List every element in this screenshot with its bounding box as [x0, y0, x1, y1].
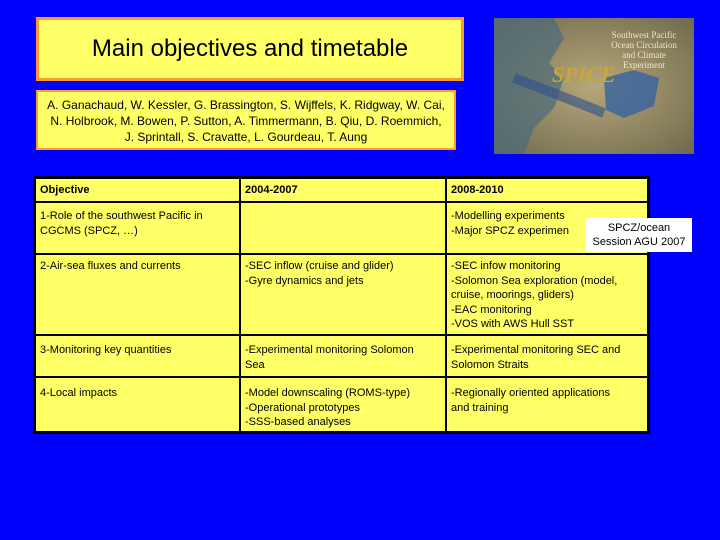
table-row-4-period-1	[241, 384, 445, 432]
cell-line: Sea	[245, 358, 265, 371]
cell-line: -Solomon Sea exploration (model,	[451, 274, 618, 287]
authors-line: J. Sprintall, S. Cravatte, L. Gourdeau, T. Aung	[124, 130, 368, 144]
cell-line: -SEC inflow (cruise and glider)	[245, 260, 394, 272]
callout-line: SPCZ/ocean	[607, 222, 671, 234]
table-row-2-objective	[36, 257, 239, 276]
cell-line: and training	[451, 401, 509, 414]
svg-text:and Climate: and Climate	[622, 50, 666, 60]
table-row-4-period-2	[447, 384, 647, 417]
row-divider	[36, 253, 647, 255]
callout-line: Session AGU 2007	[592, 236, 686, 248]
table-row-3-period-1	[241, 341, 445, 374]
svg-text:Ocean Circulation: Ocean Circulation	[611, 40, 677, 50]
svg-text:Experiment: Experiment	[623, 60, 665, 70]
cell-line: 4-Local impacts	[40, 387, 118, 399]
objectives-table	[33, 176, 650, 434]
cell-line: -Major SPCZ experimen	[451, 224, 569, 237]
header-period-2: 2008-2010	[451, 184, 504, 196]
cell-line: 3-Monitoring key quantities	[40, 344, 172, 356]
cell-line: -Gyre dynamics and jets	[245, 274, 364, 287]
table-row-3-objective	[36, 341, 239, 360]
cell-line: CGCMS (SPCZ, …)	[40, 224, 138, 237]
authors-box	[36, 90, 456, 150]
table-row-2-period-1	[241, 257, 445, 290]
header-period-1: 2004-2007	[245, 184, 298, 196]
cell-line: -Operational prototypes	[245, 401, 360, 414]
table-row-2-period-2	[447, 257, 647, 334]
table-row-4-objective	[36, 384, 239, 403]
cell-line: -Experimental monitoring SEC and	[451, 344, 621, 356]
header-objective: Objective	[40, 184, 90, 196]
table-grid	[36, 179, 647, 431]
row-divider	[36, 334, 647, 336]
cell-line: -VOS with AWS Hull SST	[451, 318, 575, 330]
cell-line: Solomon Straits	[451, 358, 529, 371]
agu-session-callout	[586, 218, 692, 252]
svg-text:Southwest Pacific: Southwest Pacific	[611, 30, 677, 40]
cell-line: -Model downscaling (ROMS-type)	[245, 387, 411, 399]
cell-line: -Regionally oriented applications	[451, 387, 610, 399]
cell-line: -EAC monitoring	[451, 303, 532, 316]
cell-line: -SSS-based analyses	[245, 416, 351, 428]
cell-line: cruise, moorings, gliders)	[451, 289, 574, 301]
cell-line: 1-Role of the southwest Pacific in	[40, 210, 203, 222]
table-row-3-period-2	[447, 341, 647, 374]
cell-line: -Modelling experiments	[451, 210, 565, 222]
svg-text:SPICE: SPICE	[552, 62, 616, 87]
cell-line: -SEC infow monitoring	[451, 260, 561, 272]
spice-logo	[494, 18, 694, 154]
cell-line: 2-Air-sea fluxes and currents	[40, 260, 181, 272]
authors-line: N. Holbrook, M. Bowen, P. Sutton, A. Timmermann, B. Qiu, D. Roemmich,	[50, 114, 442, 128]
slide-title-box	[36, 17, 464, 81]
slide-title: Main objectives and timetable	[91, 35, 409, 62]
table-row-1-objective	[36, 207, 239, 240]
row-divider	[36, 376, 647, 378]
authors-line: A. Ganachaud, W. Kessler, G. Brassington, S. Wijffels, K. Ridgway, W. Cai,	[47, 98, 445, 112]
cell-line: -Experimental monitoring Solomon	[245, 344, 414, 356]
row-divider	[36, 201, 647, 203]
